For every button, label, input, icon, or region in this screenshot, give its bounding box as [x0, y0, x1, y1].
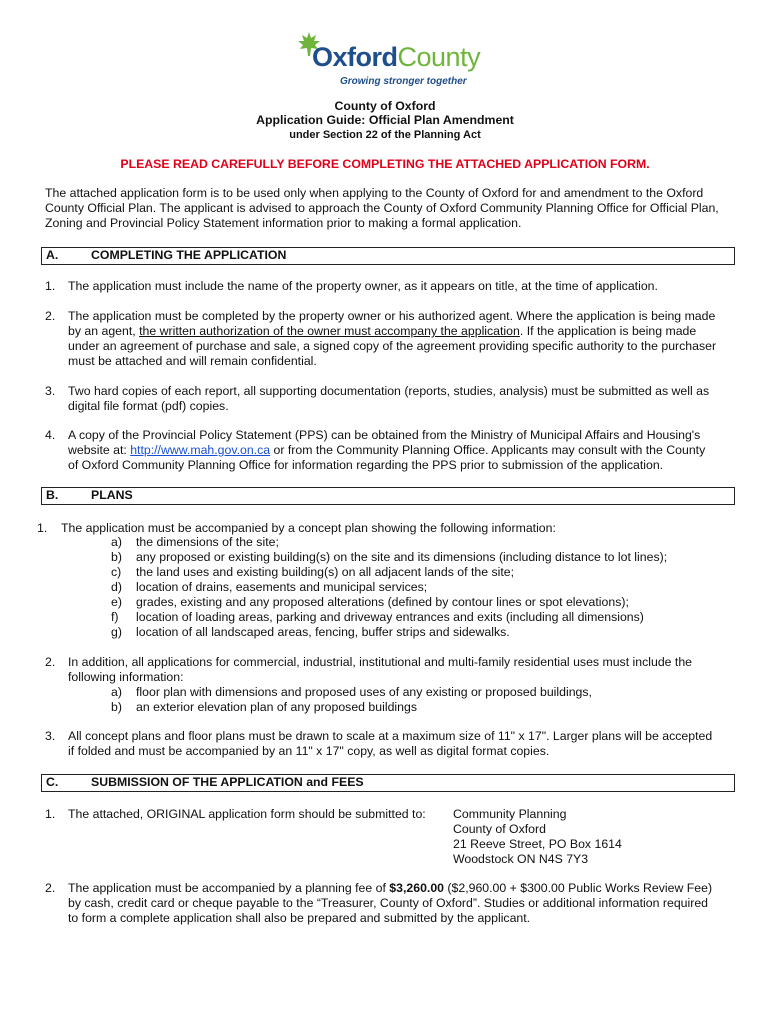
section-letter: C. [46, 775, 59, 789]
address-line: 21 Reeve Street, PO Box 1614 [453, 837, 622, 851]
sub-label: b) [111, 550, 122, 564]
sub-label: e) [111, 595, 122, 609]
address-line: County of Oxford [453, 822, 546, 836]
item-text [68, 384, 727, 414]
sub-text: location of all landscaped areas, fencing, buffer strips and sidewalks. [136, 625, 510, 639]
sub-label: b) [111, 700, 122, 714]
mah-website-link[interactable]: http://www.mah.gov.on.ca [130, 443, 271, 457]
section-title: PLANS [91, 488, 133, 502]
section-b-header [41, 487, 735, 505]
sub-text: the dimensions of the site; [136, 535, 279, 549]
item-line [68, 443, 727, 458]
text-run: ($2,960.00 + $300.00 Public Works Review Fee) [444, 881, 713, 895]
sub-text: the land uses and existing building(s) on all adjacent lands of the site; [136, 565, 515, 579]
sub-text: location of drains, easements and municipal services; [136, 580, 428, 594]
item-text [68, 428, 727, 473]
item-line: of Oxford Community Planning Office for information regarding the PPS prior to submission of the application. [68, 458, 664, 472]
warning-notice: PLEASE READ CAREFULLY BEFORE COMPLETING THE ATTACHED APPLICATION FORM. [120, 157, 650, 171]
sub-text: location of loading areas, parking and driveway entrances and exits (including all dimensions) [136, 610, 644, 624]
item-number: 4. [45, 428, 56, 442]
item-number: 1. [45, 279, 56, 293]
intro-paragraph [45, 186, 727, 231]
item-text [68, 309, 727, 369]
section-a-header [41, 247, 735, 265]
item-line: following information: [68, 670, 184, 684]
underlined-text: the written authorization of the owner must accompany the application [139, 324, 520, 338]
item-line [68, 881, 727, 896]
section-title: COMPLETING THE APPLICATION [91, 248, 287, 262]
doc-title-line2: Application Guide: Official Plan Amendment [256, 113, 514, 127]
intro-line: Zoning and Provincial Policy Statement information prior to making a formal application. [45, 216, 522, 230]
item-line: must be attached and will remain confidential. [68, 354, 317, 368]
item-line: The application must be completed by the property owner or his authorized agent. Where the application is being made [68, 309, 716, 323]
section-title: SUBMISSION OF THE APPLICATION and FEES [91, 775, 364, 789]
item-text: The attached, ORIGINAL application form should be submitted to: [68, 807, 426, 821]
sub-label: d) [111, 580, 122, 594]
item-line: digital file format (pdf) copies. [68, 399, 229, 413]
sub-text: grades, existing and any proposed alterations (defined by contour lines or spot elevations); [136, 595, 629, 609]
item-text [68, 881, 727, 926]
item-number: 3. [45, 729, 56, 743]
section-letter: A. [46, 248, 59, 262]
item-line: Two hard copies of each report, all supporting documentation (reports, studies, analysis) must be submitted as well as [68, 384, 710, 398]
item-number: 2. [45, 881, 56, 895]
address-line: Community Planning [453, 807, 567, 821]
oxford-county-logo [292, 28, 482, 88]
item-line: A copy of the Provincial Policy Statement (PPS) can be obtained from the Ministry of Municipal Affairs and Housing's [68, 428, 701, 442]
doc-subtitle: under Section 22 of the Planning Act [289, 129, 481, 141]
item-text [68, 729, 727, 759]
item-line: if folded and must be accompanied by an 11" x 17" copy, as well as digital format copies. [68, 744, 550, 758]
item-line [68, 324, 727, 339]
item-text [68, 655, 727, 685]
sub-text: an exterior elevation plan of any proposed buildings [136, 700, 417, 714]
sub-text: any proposed or existing building(s) on the site and its dimensions (including distance to lot lines); [136, 550, 668, 564]
text-run: or from the Community Planning Office. Applicants may consult with the County [270, 443, 706, 457]
item-line: to form a complete application shall also be prepared and submitted by the applicant. [68, 911, 531, 925]
sub-label: a) [111, 535, 122, 549]
planning-fee-amount: $3,260.00 [389, 881, 445, 895]
logo-tagline: Growing stronger together [340, 76, 467, 87]
sub-label: f) [111, 610, 119, 624]
text-run: . If the application is being made [519, 324, 697, 338]
logo-wordmark [312, 42, 480, 72]
text-run: website at: [68, 443, 131, 457]
item-line: All concept plans and floor plans must be drawn to scale at a maximum size of 11" x 17". Larger plans will be accepted [68, 729, 713, 743]
text-run: by an agent, [68, 324, 140, 338]
mailing-address [453, 807, 622, 867]
sub-label: g) [111, 625, 122, 639]
item-line: In addition, all applications for commercial, industrial, institutional and multi-family residential uses must include the [68, 655, 693, 669]
intro-line: The attached application form is to be used only when applying to the County of Oxford for and amendment to the Oxford [45, 186, 704, 200]
item-text: The application must be accompanied by a concept plan showing the following information: [61, 521, 556, 535]
item-number: 1. [45, 807, 56, 821]
item-number: 1. [37, 521, 48, 535]
sub-text: floor plan with dimensions and proposed uses of any existing or proposed buildings, [136, 685, 592, 699]
section-letter: B. [46, 488, 59, 502]
logo-oxford-text: Oxford [312, 42, 398, 72]
section-c-header [41, 774, 735, 792]
sub-label: a) [111, 685, 122, 699]
text-run: The application must be accompanied by a planning fee of [68, 881, 390, 895]
intro-line: County Official Plan. The applicant is advised to approach the County of Oxford Community Planning Office for Official Plan, [45, 201, 719, 215]
logo-county-text: County [397, 42, 481, 72]
item-line: by cash, credit card or cheque payable to the “Treasurer, County of Oxford”. Studies or additional information required [68, 896, 709, 910]
item-number: 2. [45, 655, 56, 669]
item-text: The application must include the name of the property owner, as it appears on title, at the time of application. [68, 279, 658, 293]
item-number: 2. [45, 309, 56, 323]
doc-title-line1: County of Oxford [334, 99, 436, 113]
address-line: Woodstock ON N4S 7Y3 [453, 852, 589, 866]
item-number: 3. [45, 384, 56, 398]
item-line: under an agreement of purchase and sale, a signed copy of the agreement providing specific authority to the purchaser [68, 339, 717, 353]
sub-label: c) [111, 565, 122, 579]
